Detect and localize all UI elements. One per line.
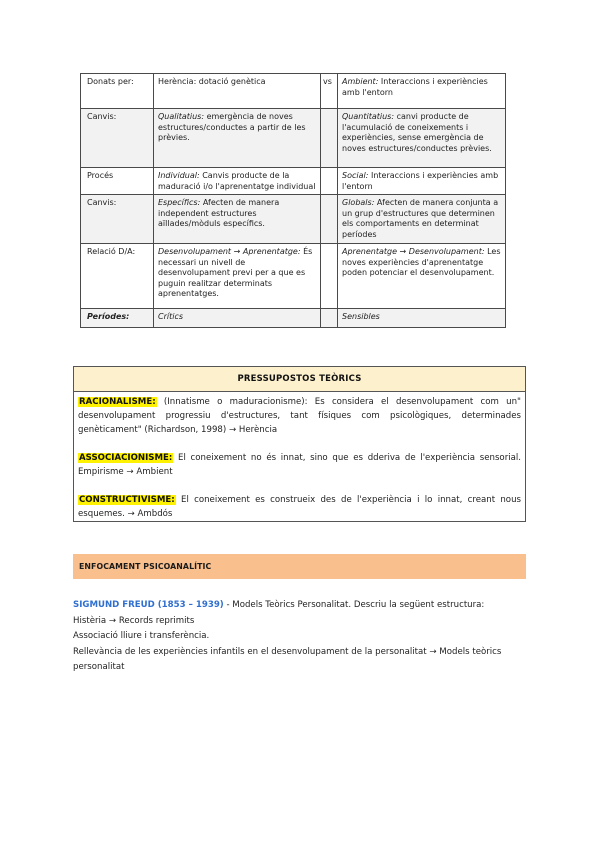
cell-term: Globals:: [342, 198, 375, 207]
environment-cell: [338, 74, 506, 109]
theory-item-constructivism: [78, 493, 521, 521]
theory-item-associationism: [78, 451, 521, 479]
theory-label: ASSOCIACIONISME:: [79, 453, 173, 463]
left-cell: [154, 168, 321, 195]
table-row: [81, 168, 506, 195]
spacer-cell: [321, 244, 338, 309]
right-cell: [338, 109, 506, 168]
theory-label: CONSTRUCTIVISME:: [79, 495, 175, 505]
cell-text: És necessari un nivell de desenvolupament previ per a que es puguin realitzar determinats aprenentatges.: [158, 247, 313, 298]
freud-line: Associació lliure i transferència.: [73, 631, 210, 642]
freud-line: Rellevància de les experiències infantils en el desenvolupament de la personalitat → Models teòrics personalitat: [73, 646, 502, 673]
freud-line: Histèria → Records reprimits: [73, 615, 195, 626]
theory-label: RACIONALISME:: [79, 397, 156, 407]
row-label: Canvis:: [81, 109, 154, 168]
theory-text: El coneixement no és innat, sino que es dderiva de l'experiència sensorial. Empirisme → Ambient: [78, 453, 521, 477]
right-cell: [338, 309, 506, 328]
cell-term: Ambient:: [342, 77, 379, 86]
spacer-cell: [321, 195, 338, 244]
left-cell: [154, 109, 321, 168]
cell-text: Les noves experiències d'aprenentatge poden potenciar el desenvolupament.: [342, 247, 501, 277]
row-label: Períodes:: [81, 309, 154, 328]
table-row: [81, 244, 506, 309]
cell-term: Qualitatius:: [158, 112, 205, 121]
theory-text: El coneixement es construeix des de l'experiència i lo innat, creant nous esquemes. → Ambdós: [78, 495, 521, 519]
cell-term: Individual:: [158, 171, 200, 180]
cell-text: Interaccions i experiències amb l'entorn: [342, 77, 488, 97]
heredity-cell: Herència: dotació genètica: [154, 74, 321, 109]
right-cell: [338, 195, 506, 244]
spacer-cell: [321, 109, 338, 168]
spacer-cell: [321, 309, 338, 328]
table-row: [81, 195, 506, 244]
theory-heading: PRESSUPOSTOS TEÒRICS: [74, 367, 525, 392]
left-cell: [154, 195, 321, 244]
cell-text: Afecten de manera conjunta a un grup d'estructures que determinen els comportaments en determinat períodes: [342, 198, 499, 239]
theory-text: (Innatisme o maduracionisme): Es considera el desenvolupament com un" desenvolupament progressiu d'estructures, tant físiques com psicològiques, determinades genèticament" (Richardson, 1998) → Herència: [78, 397, 521, 435]
comparison-table: [80, 73, 506, 328]
cell-text: Canvis producte de la maduració i/o l'aprenentatge individual: [158, 171, 316, 191]
row-label: Procés: [81, 168, 154, 195]
right-cell: [338, 168, 506, 195]
section-heading: ENFOCAMENT PSICOANALÍTIC: [73, 554, 526, 579]
spacer-cell: [321, 168, 338, 195]
freud-name: SIGMUND FREUD (1853 – 1939): [73, 600, 224, 610]
right-cell: [338, 244, 506, 309]
cell-text: Afecten de manera independent estructures aïllades/mòduls específics.: [158, 198, 280, 228]
cell-term: Aprenentatge → Desenvolupament:: [342, 247, 485, 256]
cell-term: Sensibles: [342, 312, 380, 321]
theory-item-rationalism: [78, 395, 521, 437]
left-cell: [154, 244, 321, 309]
freud-section: [73, 598, 526, 676]
cell-term: Quantitatius:: [342, 112, 395, 121]
versus-cell: vs: [321, 74, 338, 109]
table-row: [81, 109, 506, 168]
theory-box: [73, 366, 526, 522]
row-label: Relació D/A:: [81, 244, 154, 309]
cell-text: emergència de noves estructures/conductes a partir de les prèvies.: [158, 112, 306, 142]
cell-term: Desenvolupament → Aprenentatge:: [158, 247, 301, 256]
row-label: Donats per:: [81, 74, 154, 109]
table-row: [81, 74, 506, 109]
table-row: [81, 309, 506, 328]
row-label: Canvis:: [81, 195, 154, 244]
cell-term: Social:: [342, 171, 369, 180]
cell-term: Crítics: [158, 312, 184, 321]
cell-term: Específics:: [158, 198, 201, 207]
cell-text: Interaccions i experiències amb l'entorn: [342, 171, 499, 191]
left-cell: [154, 309, 321, 328]
freud-intro: - Models Teòrics Personalitat. Descriu la següent estructura:: [223, 600, 485, 610]
theory-body: [74, 392, 525, 521]
cell-text: canvi producte de l'acumulació de coneixements i experiències, sense emergència de noves estructures/conductes prèvies.: [342, 112, 492, 153]
freud-intro-line: [73, 598, 526, 614]
